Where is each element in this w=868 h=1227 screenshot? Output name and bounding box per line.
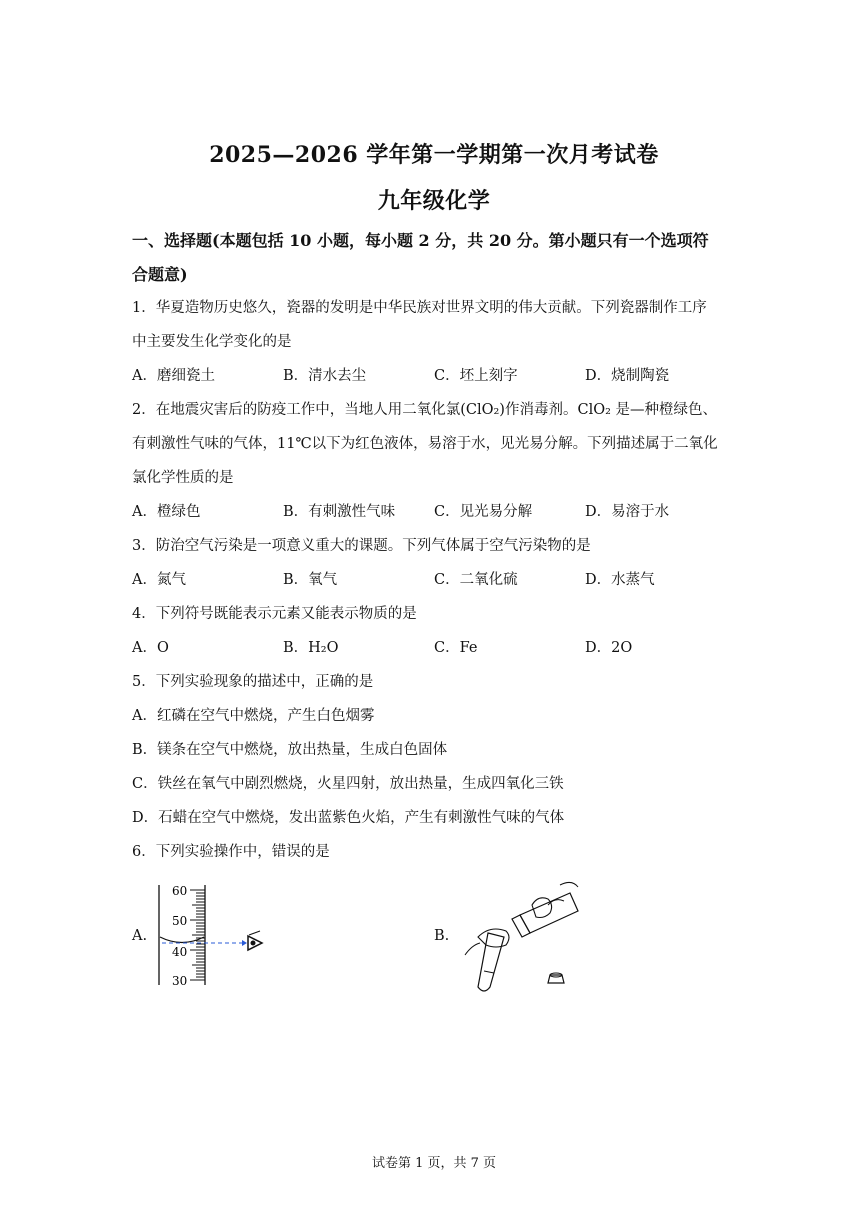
q1-option-a[interactable]: A．磨细瓷土 xyxy=(132,368,215,384)
section-heading-line1: 一、选择题(本题包括 10 小题，每小题 2 分，共 20 分。第小题只有一个选项符 xyxy=(132,231,709,250)
q4-stem: 4．下列符号既能表示元素又能表示物质的是 xyxy=(132,606,417,622)
q5-option-d[interactable]: D．石蜡在空气中燃烧，发出蓝紫色火焰，产生有刺激性气味的气体 xyxy=(132,810,565,826)
q2-option-d[interactable]: D．易溶于水 xyxy=(585,504,670,520)
q5-option-c[interactable]: C．铁丝在氧气中剧烈燃烧，火星四射，放出热量，生成四氧化三铁 xyxy=(132,776,564,792)
q2-stem-line2: 有刺激性气味的气体，11℃以下为红色液体，易溶于水，见光易分解。下列描述属于二氧化 xyxy=(132,436,718,452)
q2-option-c[interactable]: C．见光易分解 xyxy=(434,504,533,520)
tick-label-50: 50 xyxy=(172,914,188,928)
q3-stem: 3．防治空气污染是一项意义重大的课题。下列气体属于空气污染物的是 xyxy=(132,538,591,554)
q3-option-d[interactable]: D．水蒸气 xyxy=(585,572,655,588)
exam-title: 2025—2026 学年第一学期第一次月考试卷 xyxy=(209,142,659,168)
q1-stem-line1: 1．华夏造物历史悠久，瓷器的发明是中华民族对世界文明的伟大贡献。下列瓷器制作工序 xyxy=(132,300,707,316)
q5-option-b[interactable]: B．镁条在空气中燃烧，放出热量，生成白色固体 xyxy=(132,742,448,758)
q6-option-a-label[interactable]: A. xyxy=(132,928,148,944)
q2-option-a[interactable]: A．橙绿色 xyxy=(132,504,201,520)
q4-option-a[interactable]: A．O xyxy=(132,640,169,656)
q1-option-c[interactable]: C．坯上刻字 xyxy=(434,368,518,384)
q4-option-d[interactable]: D．2O xyxy=(585,640,633,656)
cylinder-reading-figure xyxy=(150,880,270,990)
page-footer: 试卷第 1 页，共 7 页 xyxy=(371,1156,497,1171)
q3-option-a[interactable]: A．氮气 xyxy=(132,572,186,588)
q2-stem-line1: 2．在地震灾害后的防疫工作中，当地人用二氧化氯(ClO₂)作消毒剂。ClO₂ 是—种橙绿色、 xyxy=(132,402,718,418)
tick-label-40: 40 xyxy=(172,945,188,959)
q1-option-b[interactable]: B．清水去尘 xyxy=(283,368,367,384)
q3-option-c[interactable]: C．二氧化硫 xyxy=(434,572,518,588)
section-heading-line2: 合题意) xyxy=(132,265,188,284)
eye-icon xyxy=(248,931,262,950)
q3-option-b[interactable]: B．氧气 xyxy=(283,572,338,588)
q2-stem-line3: 氯化学性质的是 xyxy=(132,470,234,486)
q1-stem-line2: 中主要发生化学变化的是 xyxy=(132,334,292,350)
q1-option-d[interactable]: D．烧制陶瓷 xyxy=(585,368,670,384)
q6-stem: 6．下列实验操作中，错误的是 xyxy=(132,844,330,860)
q5-stem: 5．下列实验现象的描述中，正确的是 xyxy=(132,674,374,690)
q4-option-b[interactable]: B．H₂O xyxy=(283,640,339,656)
pouring-liquid-figure xyxy=(460,875,590,1000)
q2-option-b[interactable]: B．有刺激性气味 xyxy=(283,504,396,520)
tick-label-30: 30 xyxy=(172,974,188,988)
tick-label-60: 60 xyxy=(172,884,188,898)
q4-option-c[interactable]: C．Fe xyxy=(434,640,478,656)
q6-option-b-label[interactable]: B. xyxy=(434,928,450,944)
q5-option-a[interactable]: A．红磷在空气中燃烧，产生白色烟雾 xyxy=(132,708,375,724)
exam-subtitle: 九年级化学 xyxy=(377,188,491,214)
